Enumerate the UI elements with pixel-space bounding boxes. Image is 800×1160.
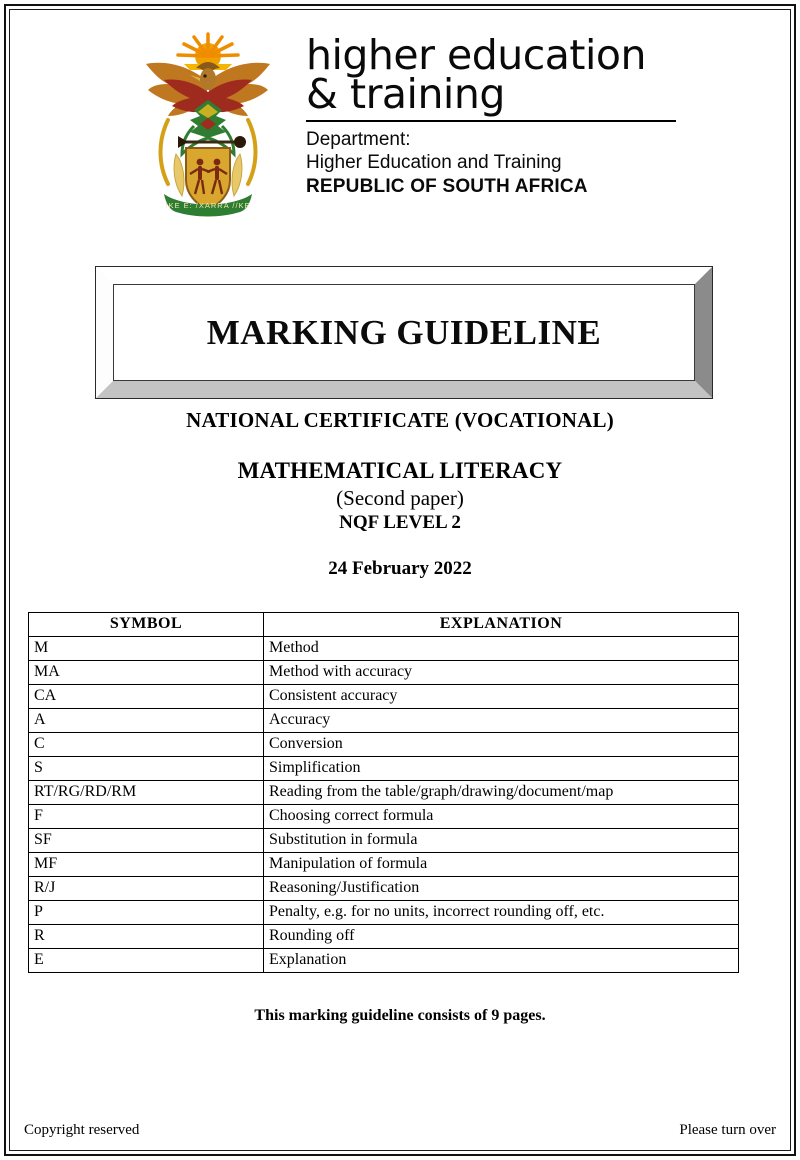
symbol-table-body [29, 637, 739, 973]
table-row [29, 805, 739, 829]
cell-symbol: E [29, 949, 264, 973]
table-row [29, 901, 739, 925]
table-row [29, 949, 739, 973]
department-wordmark [306, 22, 676, 198]
cell-explanation: Method with accuracy [264, 661, 739, 685]
subtitle-block [0, 408, 800, 580]
table-row [29, 829, 739, 853]
table-row [29, 781, 739, 805]
cell-symbol: MA [29, 661, 264, 685]
marking-guideline-title-box [95, 266, 713, 399]
cell-explanation: Simplification [264, 757, 739, 781]
table-row [29, 637, 739, 661]
cell-explanation: Choosing correct formula [264, 805, 739, 829]
cell-symbol: F [29, 805, 264, 829]
table-row [29, 733, 739, 757]
symbol-explanation-table [28, 612, 739, 973]
cell-symbol: MF [29, 853, 264, 877]
paper-designation: (Second paper) [336, 486, 464, 510]
cell-explanation: Accuracy [264, 709, 739, 733]
page-footer [24, 1122, 776, 1139]
subject-name: MATHEMATICAL LITERACY [237, 458, 563, 483]
department-label: Department: [306, 128, 411, 150]
copyright-note: Copyright reserved [24, 1122, 140, 1138]
cell-explanation: Method [264, 637, 739, 661]
document-header [0, 22, 800, 218]
table-row [29, 925, 739, 949]
cell-symbol: P [29, 901, 264, 925]
cell-explanation: Reading from the table/graph/drawing/document/map [264, 781, 739, 805]
cell-symbol: S [29, 757, 264, 781]
country-name: REPUBLIC OF SOUTH AFRICA [306, 175, 588, 197]
cell-symbol: R [29, 925, 264, 949]
table-row [29, 877, 739, 901]
page-title: MARKING GUIDELINE [206, 312, 602, 352]
cell-explanation: Reasoning/Justification [264, 877, 739, 901]
column-header-explanation: EXPLANATION [264, 613, 739, 637]
table-row [29, 853, 739, 877]
cell-explanation: Conversion [264, 733, 739, 757]
department-logo-block [124, 22, 676, 218]
column-header-symbol: SYMBOL [29, 613, 264, 637]
south-african-coat-of-arms-icon [124, 22, 292, 218]
cell-symbol: R/J [29, 877, 264, 901]
svg-text:!KE E: /XARRA //KE: !KE E: /XARRA //KE [165, 201, 251, 210]
cell-explanation: Penalty, e.g. for no units, incorrect rounding off, etc. [264, 901, 739, 925]
table-header-row [29, 613, 739, 637]
table-row [29, 757, 739, 781]
cell-explanation: Explanation [264, 949, 739, 973]
cell-symbol: CA [29, 685, 264, 709]
cell-explanation: Substitution in formula [264, 829, 739, 853]
department-name: Higher Education and Training [306, 152, 562, 174]
nqf-level: NQF LEVEL 2 [339, 512, 461, 533]
cell-explanation: Manipulation of formula [264, 853, 739, 877]
exam-date: 24 February 2022 [328, 558, 472, 579]
table-row [29, 685, 739, 709]
cell-symbol: SF [29, 829, 264, 853]
cell-symbol: M [29, 637, 264, 661]
dept-heading-line1: higher education [306, 31, 646, 79]
turn-over-note: Please turn over [679, 1122, 776, 1138]
table-row [29, 709, 739, 733]
table-row [29, 661, 739, 685]
cell-symbol: C [29, 733, 264, 757]
dept-heading-line2: & training [306, 70, 505, 119]
page-count-note: This marking guideline consists of 9 pages. [254, 1007, 546, 1024]
cell-symbol: RT/RG/RD/RM [29, 781, 264, 805]
cell-symbol: A [29, 709, 264, 733]
wordmark-divider [306, 120, 676, 122]
cell-explanation: Rounding off [264, 925, 739, 949]
cell-explanation: Consistent accuracy [264, 685, 739, 709]
certificate-name: NATIONAL CERTIFICATE (VOCATIONAL) [186, 408, 614, 432]
